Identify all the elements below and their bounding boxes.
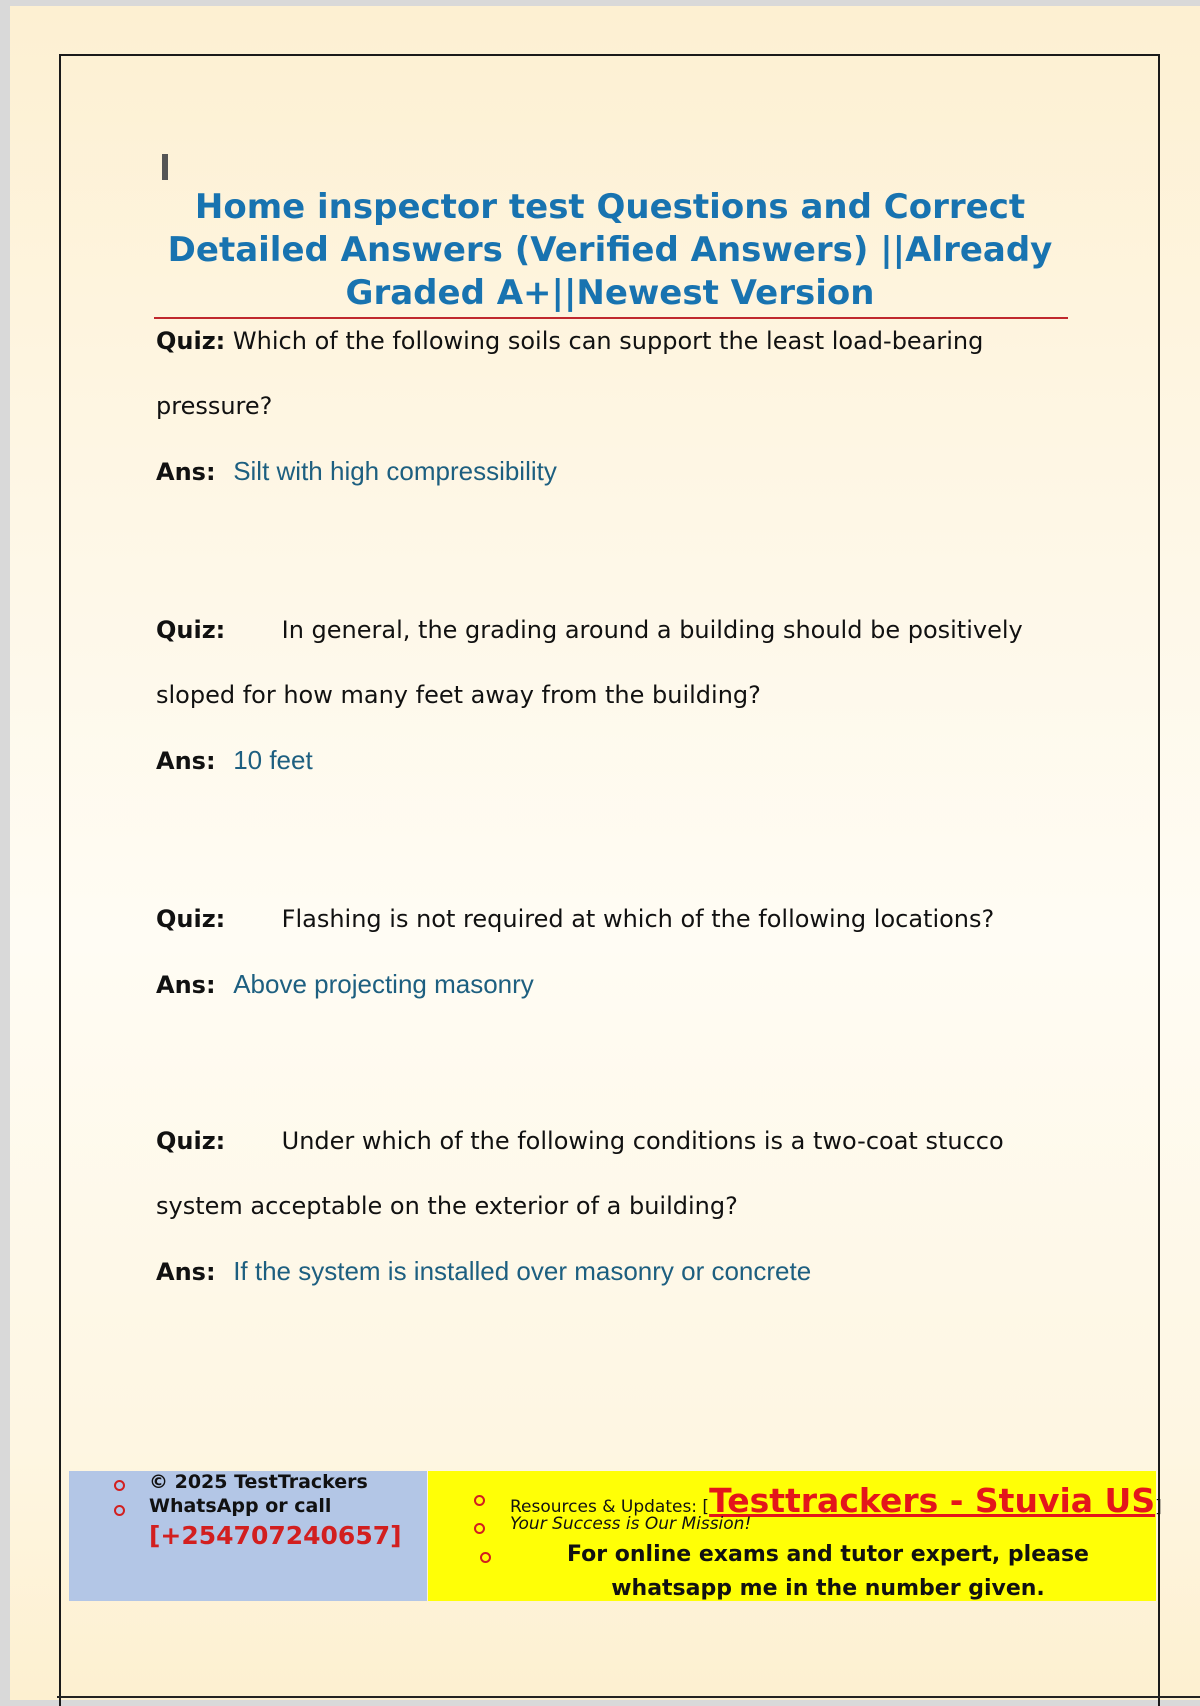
qa-item-1 bbox=[156, 309, 1086, 488]
stuvia-link[interactable]: Testtrackers - Stuvia US bbox=[709, 1481, 1156, 1520]
document-title: Home inspector test Questions and Correct Detailed Answers (Verified Answers) ||Already Graded A+||Newest Version bbox=[167, 187, 1053, 313]
answer-1 bbox=[156, 455, 1086, 488]
question-text: Which of the following soils can support the least load-bearing pressure? bbox=[156, 327, 984, 420]
online-exams-text: For online exams and tutor expert, please whatsapp me in the number given. bbox=[567, 1542, 1089, 1601]
copyright-text: © 2025 TestTrackers bbox=[149, 1471, 368, 1493]
ans-label: Ans: bbox=[156, 971, 216, 999]
question-1 bbox=[156, 309, 1086, 439]
footer-resources-panel bbox=[428, 1471, 1162, 1601]
bullet-icon bbox=[480, 1552, 491, 1563]
ans-label: Ans: bbox=[156, 458, 216, 486]
ans-label: Ans: bbox=[156, 1258, 216, 1286]
ans-label: Ans: bbox=[156, 747, 216, 775]
question-3 bbox=[156, 887, 1086, 952]
answer-3 bbox=[156, 968, 1086, 1001]
bullet-icon bbox=[474, 1495, 485, 1506]
answer-text: If the system is installed over masonry or concrete bbox=[233, 1256, 812, 1286]
whatsapp-label: WhatsApp or call bbox=[149, 1495, 332, 1517]
qa-item-2 bbox=[156, 598, 1086, 777]
text-cursor-marker bbox=[162, 154, 168, 180]
question-4 bbox=[156, 1109, 1086, 1239]
bullet-icon bbox=[114, 1480, 125, 1491]
answer-text: Above projecting masonry bbox=[233, 969, 534, 999]
bottom-divider bbox=[57, 1696, 1200, 1698]
question-text: Flashing is not required at which of the following locations? bbox=[281, 905, 995, 933]
quiz-label: Quiz: bbox=[156, 1127, 226, 1155]
document-page bbox=[10, 6, 1200, 1700]
quiz-label: Quiz: bbox=[156, 616, 226, 644]
answer-text: Silt with high compressibility bbox=[233, 456, 557, 486]
quiz-label: Quiz: bbox=[156, 905, 226, 933]
bullet-icon bbox=[114, 1505, 125, 1516]
answer-2 bbox=[156, 744, 1086, 777]
footer-contact-panel bbox=[69, 1471, 427, 1601]
bullet-icon bbox=[474, 1523, 485, 1534]
answer-text: 10 feet bbox=[233, 745, 313, 775]
mission-text: Your Success is Our Mission! bbox=[510, 1514, 752, 1534]
qa-item-4 bbox=[156, 1109, 1086, 1288]
question-text: In general, the grading around a building should be positively sloped for how many feet away from the building? bbox=[156, 616, 1023, 709]
qa-item-3 bbox=[156, 887, 1086, 1001]
phone-number[interactable]: [+254707240657] bbox=[149, 1521, 402, 1550]
question-2 bbox=[156, 598, 1086, 728]
answer-4 bbox=[156, 1255, 1086, 1288]
resources-close: ] bbox=[1155, 1497, 1162, 1517]
quiz-label: Quiz: bbox=[156, 327, 226, 355]
question-text: Under which of the following conditions is a two-coat stucco system acceptable on the exterior of a building? bbox=[156, 1127, 1004, 1220]
resources-label: Resources & Updates: [ bbox=[510, 1497, 710, 1517]
